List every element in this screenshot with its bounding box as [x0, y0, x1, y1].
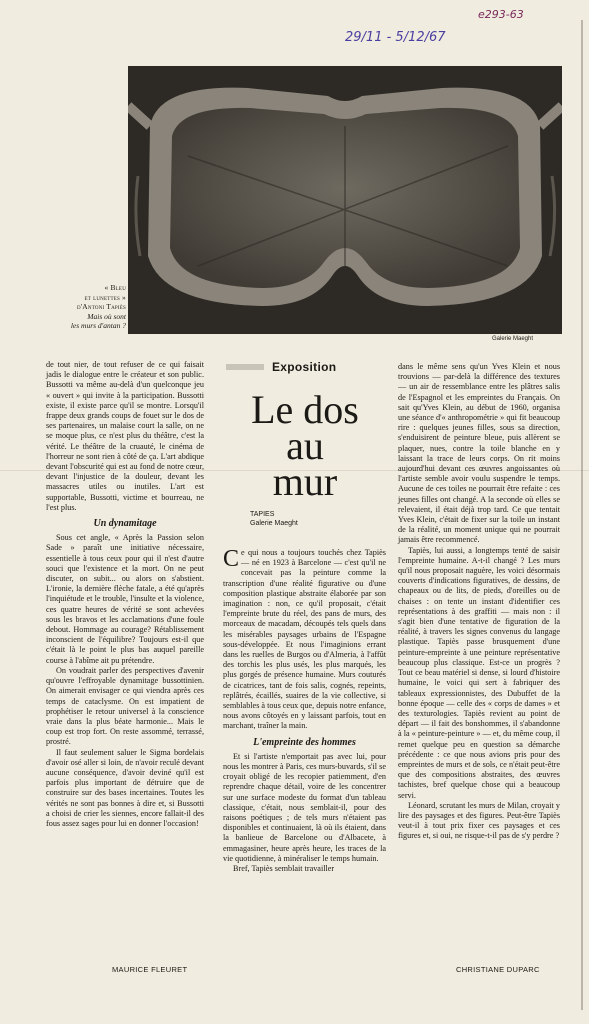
drop-cap: C [223, 546, 240, 572]
paragraph: Sous cet angle, « Après la Passion selon Sade » paraît une initiative nécessaire, essentielle à tous ceux pour qui il n'est d'autre souci que l'existence et la mort. On ne peut discuter, on subit... ou alors on s'abstient. L'ironie, la dernière flèche fatale, a été qu'après l'inquiétude et le trouble, l'insulte et la violence, ces quatre heures de vérité se sont achevées sous les bravos et les acclamations d'une foule debout. Hommage au courage? Rétablissement inconscient de l'équilibre? Toujours est-il que c'était là le point le plus bas auquel pareille course à l'abîme ait pu prétendre. [46, 533, 204, 665]
photo-caption [40, 283, 126, 331]
middle-column [223, 548, 386, 874]
archive-id-annotation: e293-63 [478, 8, 524, 21]
subheading: L'empreinte des hommes [253, 736, 356, 748]
right-column [398, 362, 560, 842]
page-edge-shadow [581, 20, 583, 1010]
left-column [46, 360, 204, 829]
paragraph-text: e qui nous a toujours touchés chez Tapiès — né en 1923 à Barcelone — c'est qu'il ne concevait pas la peinture comme la transcription d'une réalité figurative ou d'une composition plastique abstraite élaborée par son imagination : non, ce qu'il proposait, c'était l'empreinte brute du réel, des pans de murs, des morceaux de macadam, découpés tels quels dans les misérables paysages urbains de l'Espagne sous-développée. Et nous l'imaginions errant dans les ruelles de Burgos ou d'Almeria, à l'affût des torchis les plus usés, les plus marqués, les plus gorgés de présence humaine. Murs couturés de cicatrices, tant de fois salis, cognés, repeints, replâtrés, écaillés, suaires de la vie collective, si semblables à tous ceux que, depuis notre enfance, nous avons côtoyés en y laissant parfois, tout en marchant, traîner la main. [223, 548, 387, 731]
glasses-painting-image [128, 66, 562, 334]
paragraph: Léonard, scrutant les murs de Milan, croyait y lire des paysages et des figures. Peut-être Tapiès veut-il à tout prix fixer ces paysages et ces figures et, si oui, ne risque-t-il pas de s'y perdre ? [398, 800, 560, 841]
paragraph: de tout nier, de tout refuser de ce qui faisait jadis le dialogue entre le créateur et son public. Bussotti va même au-delà d'un quelconque jeu « ouvert » qui invite à la participation. Bussotti existe, il existe parce qu'il se montre. Lorsqu'il frappe deux grands coups de fouet sur le dos de ses partenaires, un malaise court la salle, on ne se moque plus, ce n'est plus du théâtre, c'est la vérité. Le théâtre de la cruauté, le cinéma de l'horreur ne sont rien à côté de ça. L'art abdique devant l'obscurité qui est au fond de notre cœur, devant l'injustice de la douleur, devant les massacres utiles ou inutiles. L'art est supportable, Bussotti, victime et bourreau, ne l'est plus. [46, 360, 204, 512]
rubric-bar [226, 364, 264, 370]
paragraph: dans le même sens qu'un Yves Klein et nous trouvions — par-delà la différence des textures — un air de ressemblance entre les plâtres salis de l'Espagnol et les empreintes du Français. On sait qu'Yves Klein, au début de 1960, organisa une séance d'« anthropométrie » qui fit beaucoup rire : quelques jeunes filles, sous sa direction, s'enduisirent de peinture bleue, puis allèrent se plaquer, nues, contre la toile blanche en y laissant la trace de leurs corps. On rit moins aujourd'hui devant ces œuvres angoissantes où l'artiste semble avoir voulu suspendre le temps. Aucune de ces toiles ne pourrait être refaite : ces jeunes filles ont changé. A la seconde où elles se relevaient, il était déjà trop tard. Ce que tentait Yves Klein, c'était de fixer sur la toile un instant de la réalité, un moment unique qui ne pourrait jamais être recommencé. [398, 362, 560, 545]
artwork-photo [128, 66, 562, 334]
caption-quote-line: les murs d'antan ? [70, 321, 126, 330]
date-annotation: 29/11 - 5/12/67 [345, 30, 446, 45]
caption-title-line: « Bleu [104, 283, 126, 292]
caption-title-line: d'Antoni Tapiès [76, 302, 126, 311]
author-signature: MAURICE FLEURET [112, 965, 188, 974]
photo-credit: Galerie Maeght [492, 336, 534, 342]
caption-title-line: et lunettes » [84, 292, 126, 302]
exhibition-artist: TAPIES [250, 511, 275, 518]
subheading: Un dynamitage [93, 518, 157, 530]
headline-line: Le dos [251, 387, 359, 432]
headline [222, 387, 388, 504]
paragraph: On voudrait parler des perspectives d'avenir qu'ouvre l'effroyable dynamitage bussottinien. On aimerait envisager ce qui viendra après ces temps de cataclysme. On est impatient de prophétiser le retour universel à la conscience vraie dans la plus béate harmonie... Mais le coup est trop fort. On reste assommé, terrassé, prostré. [46, 665, 204, 747]
headline-line: au [286, 423, 324, 468]
rubric-label: Exposition [272, 360, 337, 374]
paragraph: Et si l'artiste n'emportait pas avec lui, pour nous les montrer à Paris, ces murs-buvards, s'il se croyait obligé de les recopier patiemment, d'en reprendre chaque détail, voire de les concentrer sur une surface modeste du format d'un tableau classique, c'était, nous semblait-il, pour des raisons poétiques ; de tels murs n'étaient pas disponibles et continuaient, là où ils étaient, dans la banlieue de Barcelone ou d'Albacete, à emmagasiner, heure après heure, les traces de la vie quotidienne, à minéraliser le temps humain. [223, 751, 386, 863]
headline-line: mur [272, 459, 338, 504]
paragraph: Bref, Tapiès semblait travailler [233, 864, 335, 874]
author-signature: CHRISTIANE DUPARC [456, 965, 540, 974]
exhibition-gallery: Galerie Maeght [250, 520, 298, 527]
paragraph: Il faut seulement saluer le Sigma bordelais d'avoir osé aller si loin, de n'avoir reculé devant aucune conséquence, d'avoir deviné qu'il est parfois plus important de détruire que de construire sur des bases incertaines. Toutes les vérités ne sont pas bonnes à dire et, si Bussotti a choisi de crier les siennes, encore fallait-il des fous assez sages pour lui en donner l'occasion! [46, 747, 204, 828]
paragraph: Tapiès, lui aussi, a longtemps tenté de saisir l'empreinte humaine. A-t-il changé ? Les murs qu'il nous proposait naguère, les voici désormais couverts d'indications figuratives, de dessins, de chapeaux ou de lits, de pieds, d'oreilles ou de chaises : on tente un instant d'identifier ces représentations à des graffiti — mais non : il s'agit bien d'une tentative de figuration de la réalité, à travers les signes convenus du langage plastique. Tapiès passe brusquement d'une peinture-empreinte à une peinture représentative beaucoup plus classique. Est-ce un progrès ? Tout ce beau matériel si dense, si lourd d'histoire humaine, le voici qui sert à fabriquer des tableaux expressionnistes, des Dubuffet de la bonne époque — celle des « corps de dames » et des texturologies. Tapiès revient au point de départ — il fait des bonshommes, il s'abandonne à la « peinture-peinture » — et, du même coup, il remet quelque peu en question sa démarche précédente : ce que nous avions pris pour des empreintes de murs et de sols, ce n'était peut-être que des compositions abstraites, des œuvres tachistes, bref quelque chose qui a beaucoup servi. [398, 545, 560, 800]
caption-quote-line: Mais où sont [87, 311, 126, 321]
paragraph [223, 548, 386, 732]
exhibition-credit [250, 510, 298, 528]
